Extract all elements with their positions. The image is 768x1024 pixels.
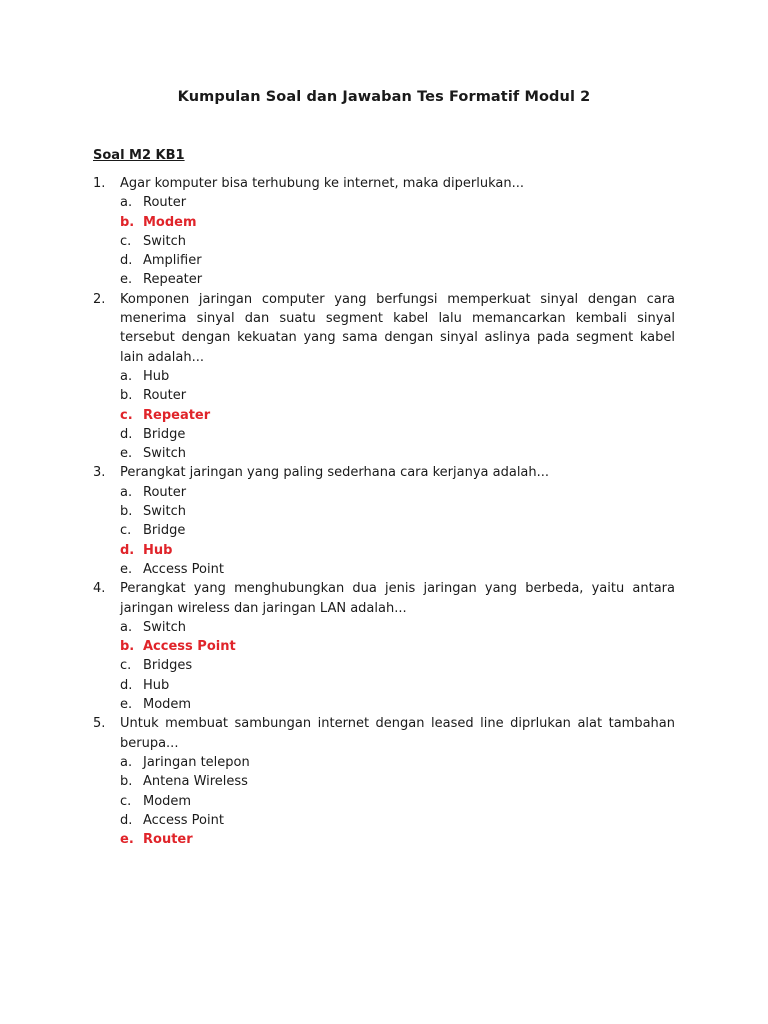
option-text: Antena Wireless xyxy=(143,774,248,790)
question-text: Perangkat yang menghubungkan dua jenis jaringan yang berbeda, yaitu antara jaringan wireless dan jaringan LAN adalah... xyxy=(120,581,675,616)
answer-options xyxy=(120,618,675,714)
option-text: Switch xyxy=(143,233,186,249)
option-letter: c. xyxy=(120,523,132,539)
option-letter: a. xyxy=(120,754,133,770)
answer-option xyxy=(120,618,675,637)
option-letter: b. xyxy=(120,639,135,655)
answer-option xyxy=(120,270,675,289)
answer-option xyxy=(120,502,675,521)
answer-option xyxy=(120,792,675,811)
question-number: 3. xyxy=(93,465,106,481)
option-text: Modem xyxy=(143,697,192,713)
answer-option-correct xyxy=(120,213,675,232)
option-letter: c. xyxy=(120,793,132,809)
option-letter: b. xyxy=(120,504,133,520)
answer-option xyxy=(120,676,675,695)
option-letter: b. xyxy=(120,774,133,790)
option-text: Router xyxy=(143,484,187,500)
question-text: Perangkat jaringan yang paling sederhana cara kerjanya adalah... xyxy=(120,465,550,481)
question-text: Untuk membuat sambungan internet dengan leased line diprlukan alat tambahan berupa... xyxy=(120,716,675,751)
answer-option xyxy=(120,656,675,675)
option-text: Router xyxy=(143,195,187,211)
answer-option xyxy=(120,232,675,251)
answer-option-correct xyxy=(120,830,675,849)
question-list xyxy=(93,174,675,849)
option-text: Switch xyxy=(143,504,186,520)
option-letter: b. xyxy=(120,388,133,404)
option-text: Hub xyxy=(143,542,173,558)
option-letter: e. xyxy=(120,561,133,577)
document-title: Kumpulan Soal dan Jawaban Tes Formatif Modul 2 xyxy=(177,89,591,105)
option-letter: b. xyxy=(120,214,135,230)
question-item xyxy=(93,290,675,464)
answer-option-correct xyxy=(120,637,675,656)
option-text: Access Point xyxy=(143,561,224,577)
option-text: Hub xyxy=(143,368,170,384)
section-title: Soal M2 KB1 xyxy=(93,148,185,163)
question-text: Agar komputer bisa terhubung ke internet, maka diperlukan... xyxy=(120,176,524,191)
option-text: Amplifier xyxy=(143,253,202,269)
answer-option xyxy=(120,560,675,579)
option-letter: e. xyxy=(120,272,133,288)
option-text: Bridges xyxy=(143,658,193,674)
question-text: Komponen jaringan computer yang berfungsi memperkuat sinyal dengan cara menerima sinyal dan suatu segment kabel lalu memancarkan kembali sinyal tersebut dengan kekuatan yang sama dengan sinyal aslinya pada segment kabel lain adalah... xyxy=(120,291,675,365)
question-number: 2. xyxy=(93,291,106,307)
option-letter: a. xyxy=(120,484,133,500)
option-text: Router xyxy=(143,388,187,404)
option-text: Bridge xyxy=(143,426,186,442)
option-text: Modem xyxy=(143,793,192,809)
question-item xyxy=(93,579,675,714)
answer-option-correct xyxy=(120,406,675,425)
question-item xyxy=(93,714,675,849)
option-text: Switch xyxy=(143,619,186,635)
option-letter: e. xyxy=(120,446,133,462)
answer-options xyxy=(120,483,675,579)
question-number: 1. xyxy=(93,176,106,191)
question-item xyxy=(93,174,675,290)
option-text: Access Point xyxy=(143,812,224,828)
option-text: Jaringan telepon xyxy=(143,754,250,770)
option-letter: d. xyxy=(120,426,133,442)
option-text: Router xyxy=(143,832,193,848)
option-letter: d. xyxy=(120,677,133,693)
question-item xyxy=(93,463,675,579)
answer-option xyxy=(120,425,675,444)
answer-option xyxy=(120,251,675,270)
answer-option xyxy=(120,483,675,502)
option-letter: e. xyxy=(120,697,133,713)
option-letter: d. xyxy=(120,253,133,269)
option-letter: d. xyxy=(120,542,135,558)
answer-options xyxy=(120,193,675,289)
answer-option xyxy=(120,521,675,540)
answer-option-correct xyxy=(120,541,675,560)
option-letter: e. xyxy=(120,832,134,848)
question-number: 5. xyxy=(93,716,106,732)
question-number: 4. xyxy=(93,581,106,597)
option-text: Access Point xyxy=(143,639,236,655)
option-letter: c. xyxy=(120,658,132,674)
answer-option xyxy=(120,753,675,772)
answer-options xyxy=(120,753,675,849)
option-text: Hub xyxy=(143,677,170,693)
answer-option xyxy=(120,386,675,405)
option-text: Bridge xyxy=(143,523,186,539)
answer-option xyxy=(120,811,675,830)
answer-option xyxy=(120,444,675,463)
option-letter: a. xyxy=(120,195,133,211)
answer-options xyxy=(120,367,675,463)
option-text: Modem xyxy=(143,214,197,230)
option-letter: c. xyxy=(120,407,133,423)
option-letter: a. xyxy=(120,368,133,384)
answer-option xyxy=(120,367,675,386)
option-letter: a. xyxy=(120,619,133,635)
option-text: Repeater xyxy=(143,272,203,288)
option-text: Switch xyxy=(143,446,186,462)
option-text: Repeater xyxy=(143,407,211,423)
answer-option xyxy=(120,695,675,714)
answer-option xyxy=(120,772,675,791)
answer-option xyxy=(120,193,675,212)
option-letter: c. xyxy=(120,233,132,249)
option-letter: d. xyxy=(120,812,133,828)
